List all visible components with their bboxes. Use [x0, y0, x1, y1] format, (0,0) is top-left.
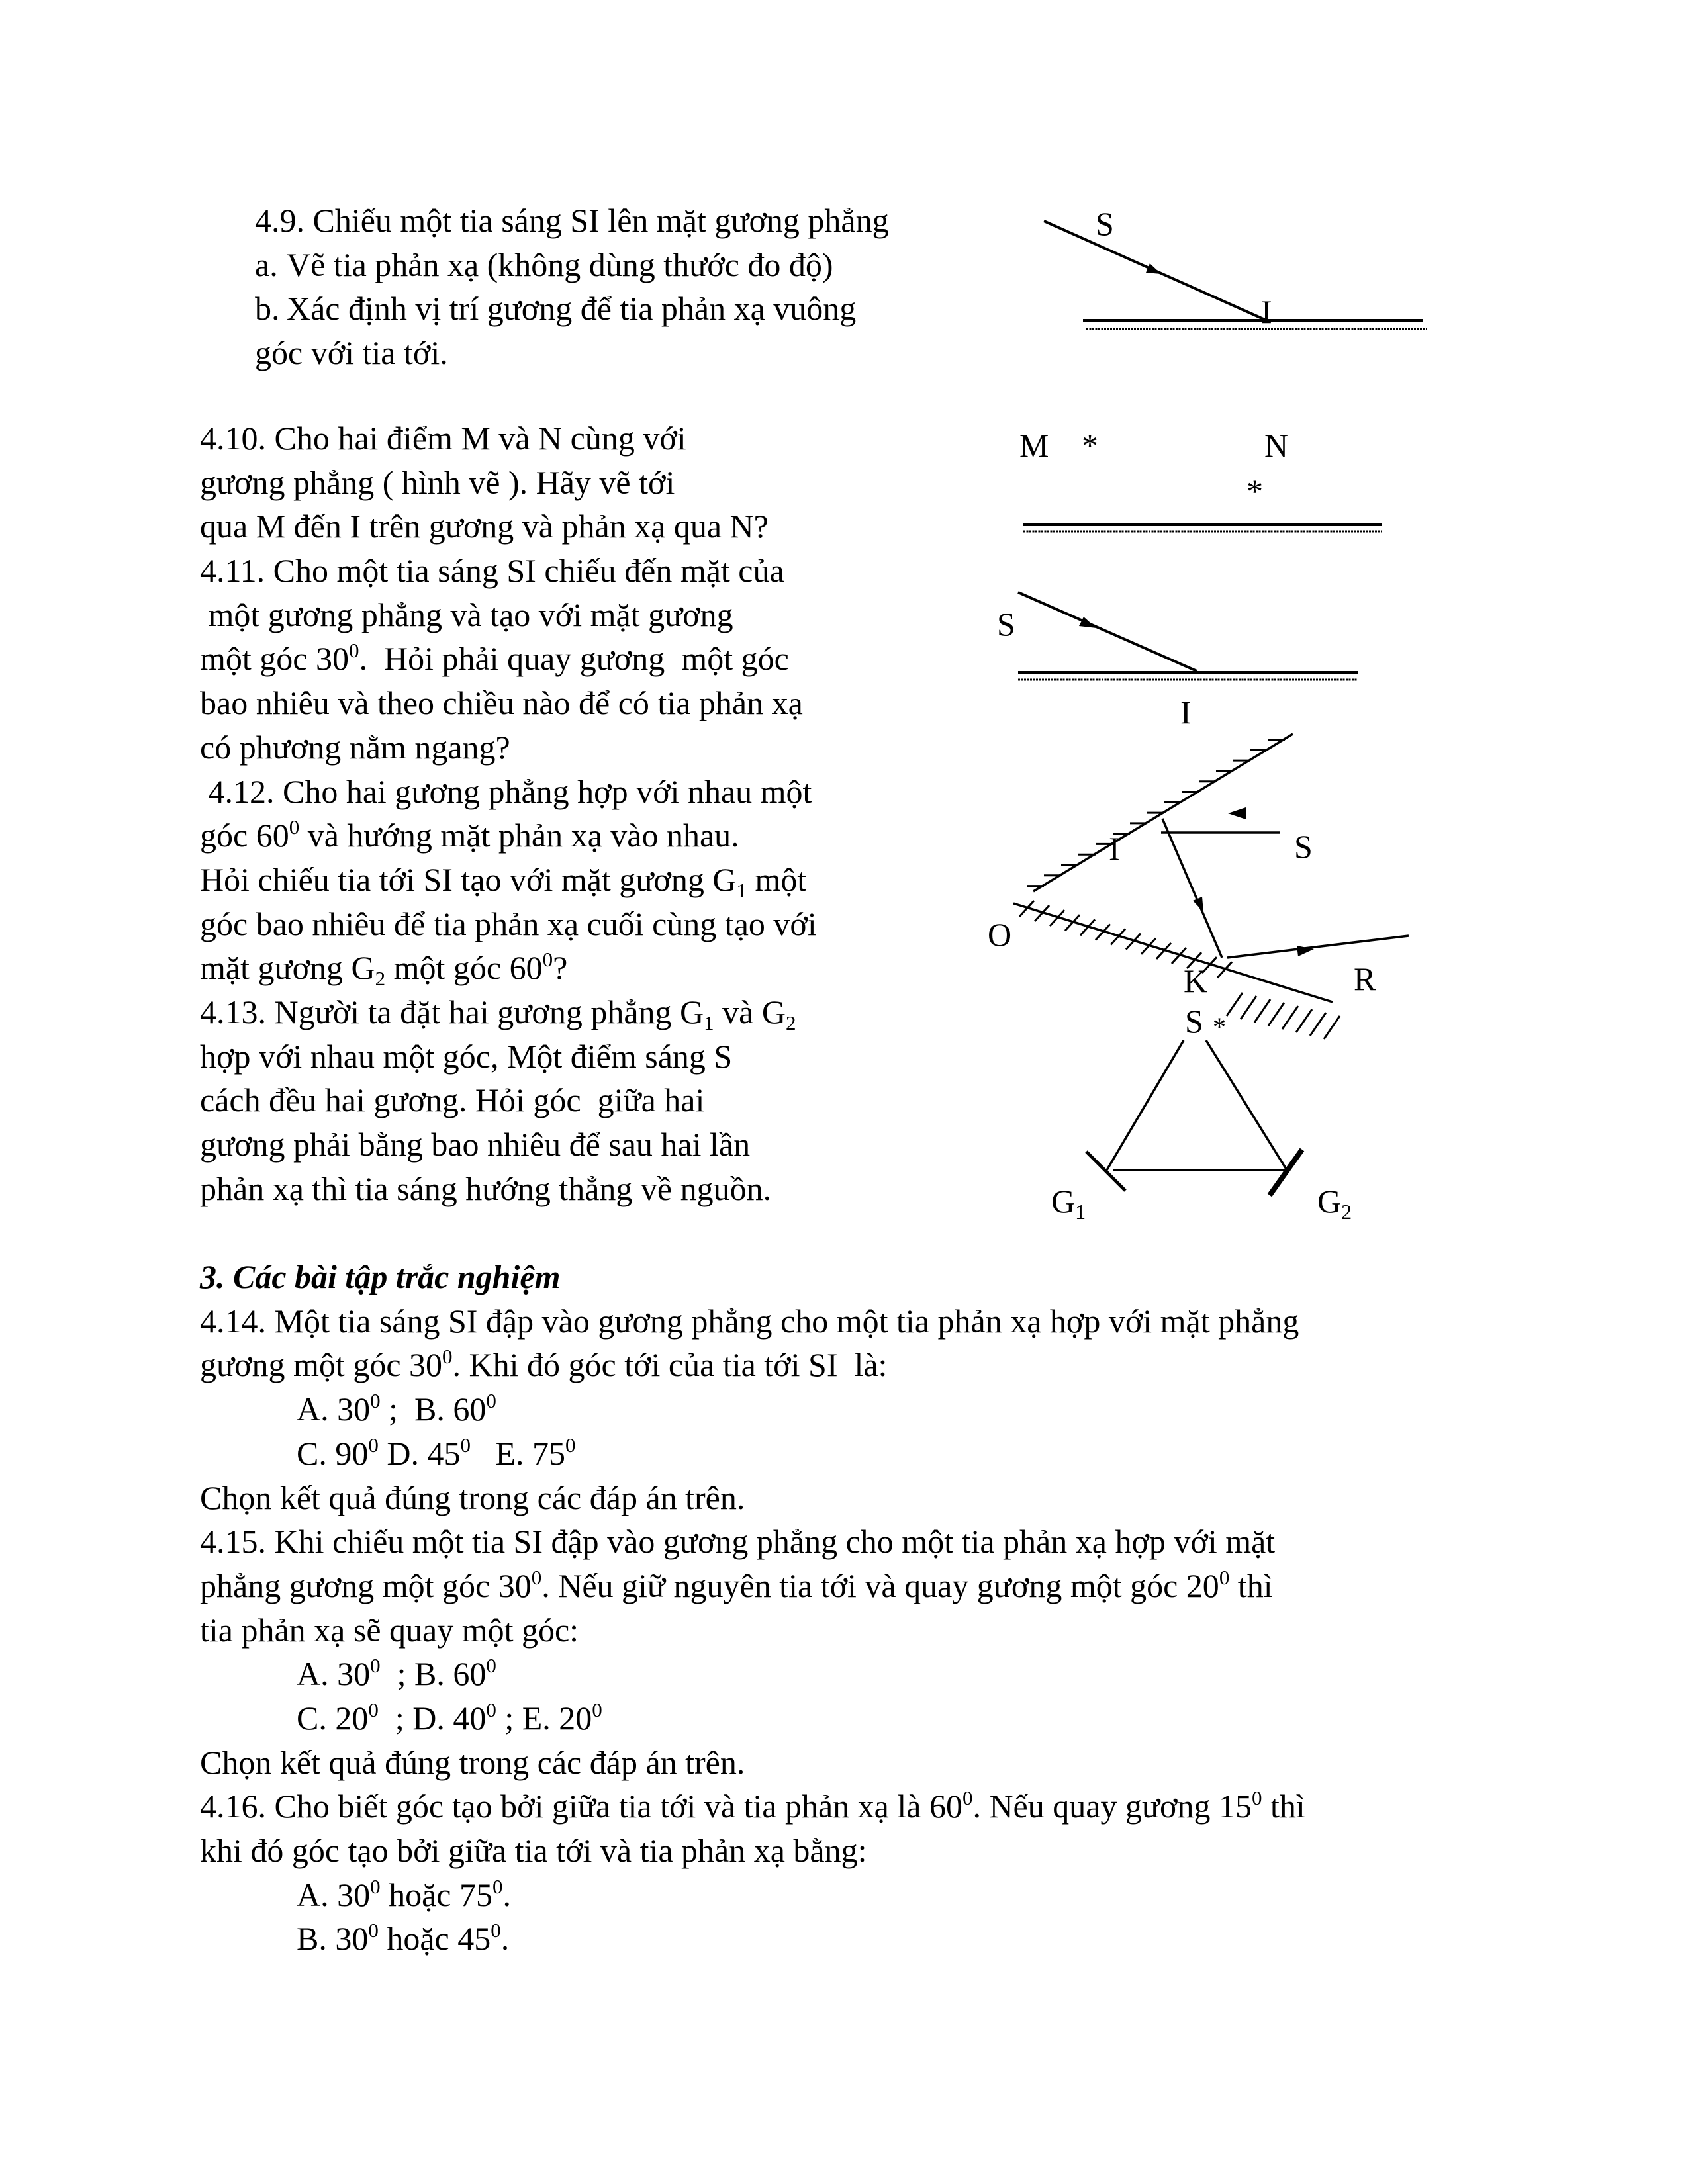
superscript: 0	[492, 1874, 503, 1898]
label-n: N	[1264, 427, 1289, 464]
figure-4-10	[1019, 427, 1382, 531]
item-label: b.	[255, 290, 280, 328]
arrow-icon	[1228, 807, 1246, 819]
superscript: 0	[368, 1919, 379, 1942]
star-m: *	[1082, 427, 1098, 464]
text-segment: hợp với nhau một góc, Một điểm sáng S	[200, 1037, 733, 1075]
answer-option: A. 30	[297, 1876, 371, 1913]
item-label: a.	[255, 246, 278, 283]
text-segment: 4.14. Một tia sáng SI đập vào gương phẳng cho một tia phản xạ hợp với mặt phẳng	[200, 1302, 1299, 1340]
text-segment: và hướng mặt phản xạ vào nhau.	[299, 817, 739, 854]
superscript: 0	[370, 1389, 381, 1413]
mirror-g2-hatching	[1019, 901, 1340, 1039]
superscript: 0	[289, 815, 300, 839]
figure-4-9	[1044, 205, 1427, 330]
label-s: S	[1096, 205, 1114, 242]
hatch-mark	[1282, 1006, 1298, 1029]
figure-4-11	[997, 592, 1358, 731]
hatch-mark	[1227, 993, 1243, 1016]
label-i: I	[1261, 293, 1272, 330]
text-segment: có phương nằm ngang?	[200, 728, 510, 766]
incident-ray	[1018, 592, 1197, 671]
text-segment: phản xạ thì tia sáng hướng thẳng về nguồn.	[200, 1169, 772, 1207]
section-heading: 3. Các bài tập trắc nghiệm	[200, 1258, 561, 1296]
hatch-mark	[1310, 1013, 1326, 1036]
superscript: 0	[592, 1698, 602, 1721]
label-g2: $G_2$	[1317, 1183, 1352, 1224]
superscript: 0	[1252, 1786, 1262, 1810]
text-segment: góc với tia tới.	[255, 334, 448, 372]
label-r: R	[1354, 960, 1376, 997]
text-segment: E. 75	[470, 1434, 566, 1472]
superscript: 0	[368, 1433, 379, 1457]
subscript: 1	[704, 1011, 714, 1034]
answer-option: C. 90	[297, 1434, 369, 1472]
text-segment: một góc 30	[200, 640, 349, 678]
superscript: 0	[368, 1698, 379, 1721]
text-segment: .	[502, 1876, 511, 1913]
text-segment: bao nhiêu và theo chiều nào để có tia phản xạ	[200, 684, 803, 722]
label-i: I	[1180, 694, 1192, 731]
superscript: 0	[370, 1654, 381, 1678]
mirror-g2	[1270, 1150, 1302, 1195]
label-k: K	[1184, 962, 1208, 999]
text-segment: .	[500, 1920, 510, 1958]
text-segment: 4.13. Người ta đặt hai gương phẳng G	[200, 993, 704, 1030]
text-segment: tia phản xạ sẽ quay một góc:	[200, 1611, 579, 1649]
subscript: 2	[375, 967, 386, 991]
superscript: 0	[486, 1389, 496, 1413]
hatch-mark	[1268, 1003, 1284, 1026]
text-segment: 4.10. Cho hai điểm M và N cùng với	[200, 420, 686, 457]
text-segment: ; E. 20	[496, 1699, 592, 1737]
superscript: 0	[531, 1565, 542, 1589]
text-segment: 4.15. Khi chiếu một tia SI đập vào gương phẳng cho một tia phản xạ hợp với mặt	[200, 1523, 1276, 1561]
text-segment: . Nếu giữ nguyên tia tới và quay gương một góc 20	[541, 1567, 1219, 1604]
reflected-ray-1	[1162, 819, 1222, 958]
text-segment: ; B. 60	[380, 1390, 487, 1428]
arrow-icon	[1146, 263, 1161, 274]
hatch-mark	[1324, 1016, 1340, 1039]
label-m: M	[1019, 427, 1049, 464]
hatch-mark	[1241, 996, 1256, 1019]
text-segment: . Nếu quay gương 15	[972, 1788, 1252, 1825]
ray-s-g2	[1206, 1040, 1287, 1170]
text-segment: gương phẳng ( hình vẽ ). Hãy vẽ tới	[200, 463, 675, 501]
reflected-ray-2	[1227, 936, 1409, 958]
text-segment: khi đó góc tạo bởi giữa tia tới và tia phản xạ bằng:	[200, 1832, 867, 1869]
superscript: 0	[486, 1698, 496, 1721]
text-segment: gương phải bằng bao nhiêu để sau hai lần	[200, 1126, 751, 1163]
text-segment: Hỏi chiếu tia tới SI tạo với mặt gương G	[200, 860, 737, 898]
superscript: 0	[348, 639, 359, 662]
label-s: S	[1185, 1003, 1203, 1040]
text-segment: Chọn kết quả đúng trong các đáp án trên.	[200, 1743, 745, 1781]
superscript: 0	[962, 1786, 973, 1810]
subscript: 1	[736, 878, 747, 902]
figure-4-13	[1051, 1003, 1352, 1224]
answer-option: C. 20	[297, 1699, 369, 1737]
superscript: 0	[486, 1654, 496, 1678]
star-s: *	[1213, 1012, 1226, 1042]
superscript: 0	[442, 1345, 453, 1369]
text-segment: Chọn kết quả đúng trong các đáp án trên.	[200, 1479, 745, 1516]
hatch-mark	[1254, 999, 1270, 1023]
text-segment: Xác định vị trí gương để tia phản xạ vuông	[287, 290, 857, 328]
text-segment: . Hỏi phải quay gương một góc	[359, 640, 789, 678]
text-segment: cách đều hai gương. Hỏi góc giữa hai	[200, 1081, 705, 1119]
text-segment: . Khi đó góc tới của tia tới SI là:	[452, 1346, 888, 1384]
text-segment: một	[746, 860, 807, 898]
superscript: 0	[565, 1433, 576, 1457]
text-segment: mặt gương G	[200, 949, 375, 987]
text-segment: hoặc 75	[380, 1876, 492, 1913]
superscript: 0	[460, 1433, 471, 1457]
superscript: 0	[491, 1919, 501, 1942]
ray-s-g1	[1107, 1040, 1184, 1170]
text-segment: thì	[1229, 1567, 1273, 1604]
superscript: 0	[542, 948, 553, 972]
text-segment: góc bao nhiêu để tia phản xạ cuối cùng tạo với	[200, 905, 817, 942]
text-segment: một gương phẳng và tạo với mặt gương	[200, 596, 733, 633]
text-segment: qua M đến I trên gương và phản xạ qua N?	[200, 508, 769, 545]
label-s: S	[997, 606, 1015, 643]
text-segment: góc 60	[200, 817, 289, 854]
answer-option: A. 30	[297, 1655, 371, 1693]
answer-option: B. 30	[297, 1920, 369, 1958]
text-segment: một góc 60	[385, 949, 543, 987]
hatch-mark	[1296, 1009, 1312, 1032]
text-segment: ?	[553, 949, 568, 987]
superscript: 0	[1219, 1565, 1230, 1589]
figure-4-12	[988, 734, 1409, 1039]
subscript: 2	[785, 1011, 796, 1034]
label-g1: $G_1$	[1051, 1183, 1086, 1224]
star-n: *	[1246, 473, 1263, 510]
text-segment: ; B. 60	[380, 1655, 487, 1693]
answer-option: A. 30	[297, 1390, 371, 1428]
text-segment: và G	[714, 993, 786, 1030]
text-segment: 4.9. Chiếu một tia sáng SI lên mặt gương phẳng	[255, 202, 889, 239]
label-i: I	[1109, 830, 1120, 867]
text-segment: thì	[1262, 1788, 1305, 1825]
arrow-icon	[1079, 617, 1096, 628]
text-segment: phẳng gương một góc 30	[200, 1567, 532, 1604]
arrow-icon	[1193, 897, 1203, 912]
mirror-g2	[1013, 903, 1333, 1002]
text-segment: 4.12. Cho hai gương phẳng hợp với nhau một	[200, 772, 812, 810]
text-segment: 4.16. Cho biết góc tạo bởi giữa tia tới và tia phản xạ là 60	[200, 1788, 962, 1825]
text-segment: 4.11. Cho một tia sáng SI chiếu đến mặt của	[200, 552, 784, 590]
text-segment: D. 45	[378, 1434, 461, 1472]
text-segment: gương một góc 30	[200, 1346, 443, 1384]
label-s: S	[1294, 828, 1313, 865]
text-segment: ; D. 40	[378, 1699, 487, 1737]
text-segment: Vẽ tia phản xạ (không dùng thước đo độ)	[287, 246, 833, 283]
superscript: 0	[370, 1874, 381, 1898]
text-segment: hoặc 45	[378, 1920, 491, 1958]
label-o: O	[988, 916, 1012, 953]
